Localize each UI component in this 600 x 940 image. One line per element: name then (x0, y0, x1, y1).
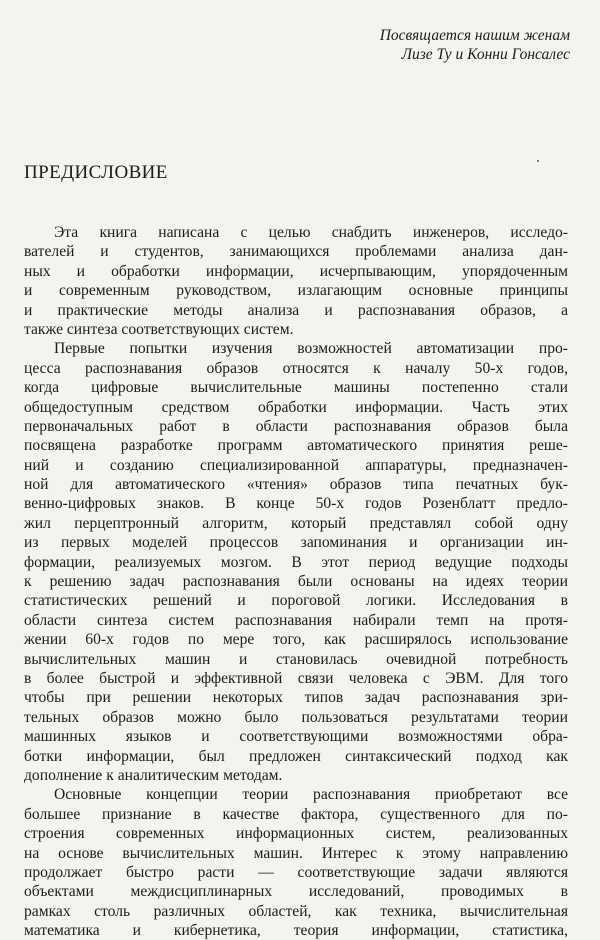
dedication (270, 26, 570, 64)
text-line: жил перцептронный алгоритм, который представлял собой одну (24, 514, 568, 532)
text-line: объектами междисциплинарных исследований, проводимых в (24, 883, 568, 901)
text-line: к решению задач распознавания были основаны на идеях теории (24, 573, 568, 591)
paragraph (24, 785, 568, 940)
text-line: Основные концепции теории распознавания приобретают все (54, 786, 568, 804)
text-line: ных и обработки информации, исчерпывающим, упорядоченным (24, 262, 568, 280)
text-line: вычислительных машин и становилась очевидной потребность (24, 650, 568, 668)
text-line: посвящена разработке программ автоматического принятия реше- (24, 437, 568, 455)
text-line: также синтеза соответствующих систем. (24, 320, 294, 338)
text-line: строения современных информационных систем, реализованных (24, 825, 568, 843)
text-line: и практические методы анализа и распознавания образов, а (24, 301, 568, 319)
text-line: первоначальных работ в области распознавания образов была (24, 417, 568, 435)
text-line: чтобы при решении некоторых типов задач распознавания зри- (24, 689, 568, 707)
text-line: тельных образов можно было пользоваться результатами теории (24, 708, 568, 726)
text-line: формации, реализуемых мозгом. В этот период ведущие подходы (24, 553, 568, 571)
paragraph (24, 339, 568, 785)
text-line: продолжает быстро расти — соответствующие задачи являются (24, 863, 568, 881)
page-heading: ПРЕДИСЛОВИЕ (24, 162, 168, 183)
text-line: когда цифровые вычислительные машины постепенно стали (24, 379, 568, 397)
dedication-line-2: Лизе Ту и Конни Гонсалес (401, 46, 570, 63)
text-line: венно-цифровых знаков. В конце 50-х годов Розенблатт предло- (24, 495, 568, 513)
dedication-line-1: Посвящается нашим женам (379, 27, 570, 44)
body-text (24, 223, 568, 940)
text-line: области синтеза систем распознавания набирали темп на протя- (24, 611, 568, 629)
text-line: вателей и студентов, занимающихся проблемами анализа дан- (24, 243, 568, 261)
text-line: жении 60-х годов по мере того, как расширялось использование (24, 631, 568, 649)
text-line: на основе вычислительных машин. Интерес к этому направлению (24, 844, 568, 862)
text-line: общедоступным средством обработки информации. Часть этих (24, 398, 568, 416)
text-line: математика и кибернетика, теория информации, статистика, (24, 922, 568, 940)
text-line: Первые попытки изучения возможностей автоматизации про- (54, 340, 568, 358)
paragraph (24, 223, 568, 339)
text-line: из первых моделей процессов запоминания и организации ин- (24, 534, 568, 552)
print-speck (537, 160, 539, 162)
text-line: статистических решений и пороговой логики. Исследования в (24, 592, 568, 610)
text-line: цесса распознавания образов относятся к началу 50-х годов, (24, 359, 568, 377)
text-line: Эта книга написана с целью снабдить инженеров, исследо- (54, 224, 568, 241)
text-line: дополнение к аналитическим методам. (24, 766, 283, 784)
text-line: ний и созданию специализированной аппаратуры, предназначен- (24, 456, 568, 474)
text-line: и современным руководством, излагающим основные принципы (24, 282, 568, 300)
text-line: большее признание в качестве фактора, существенного для по- (24, 805, 568, 823)
text-line: машинных языков и соответствующими возможностями обра- (24, 728, 568, 746)
text-line: ботки информации, был предложен синтаксический подход как (24, 747, 568, 765)
text-line: в более быстрой и эффективной связи человека с ЭВМ. Для того (24, 669, 568, 687)
text-line: ной для автоматического «чтения» образов типа печатных бук- (24, 476, 568, 494)
text-line: рамках столь различных областей, как техника, вычислительная (24, 902, 568, 920)
